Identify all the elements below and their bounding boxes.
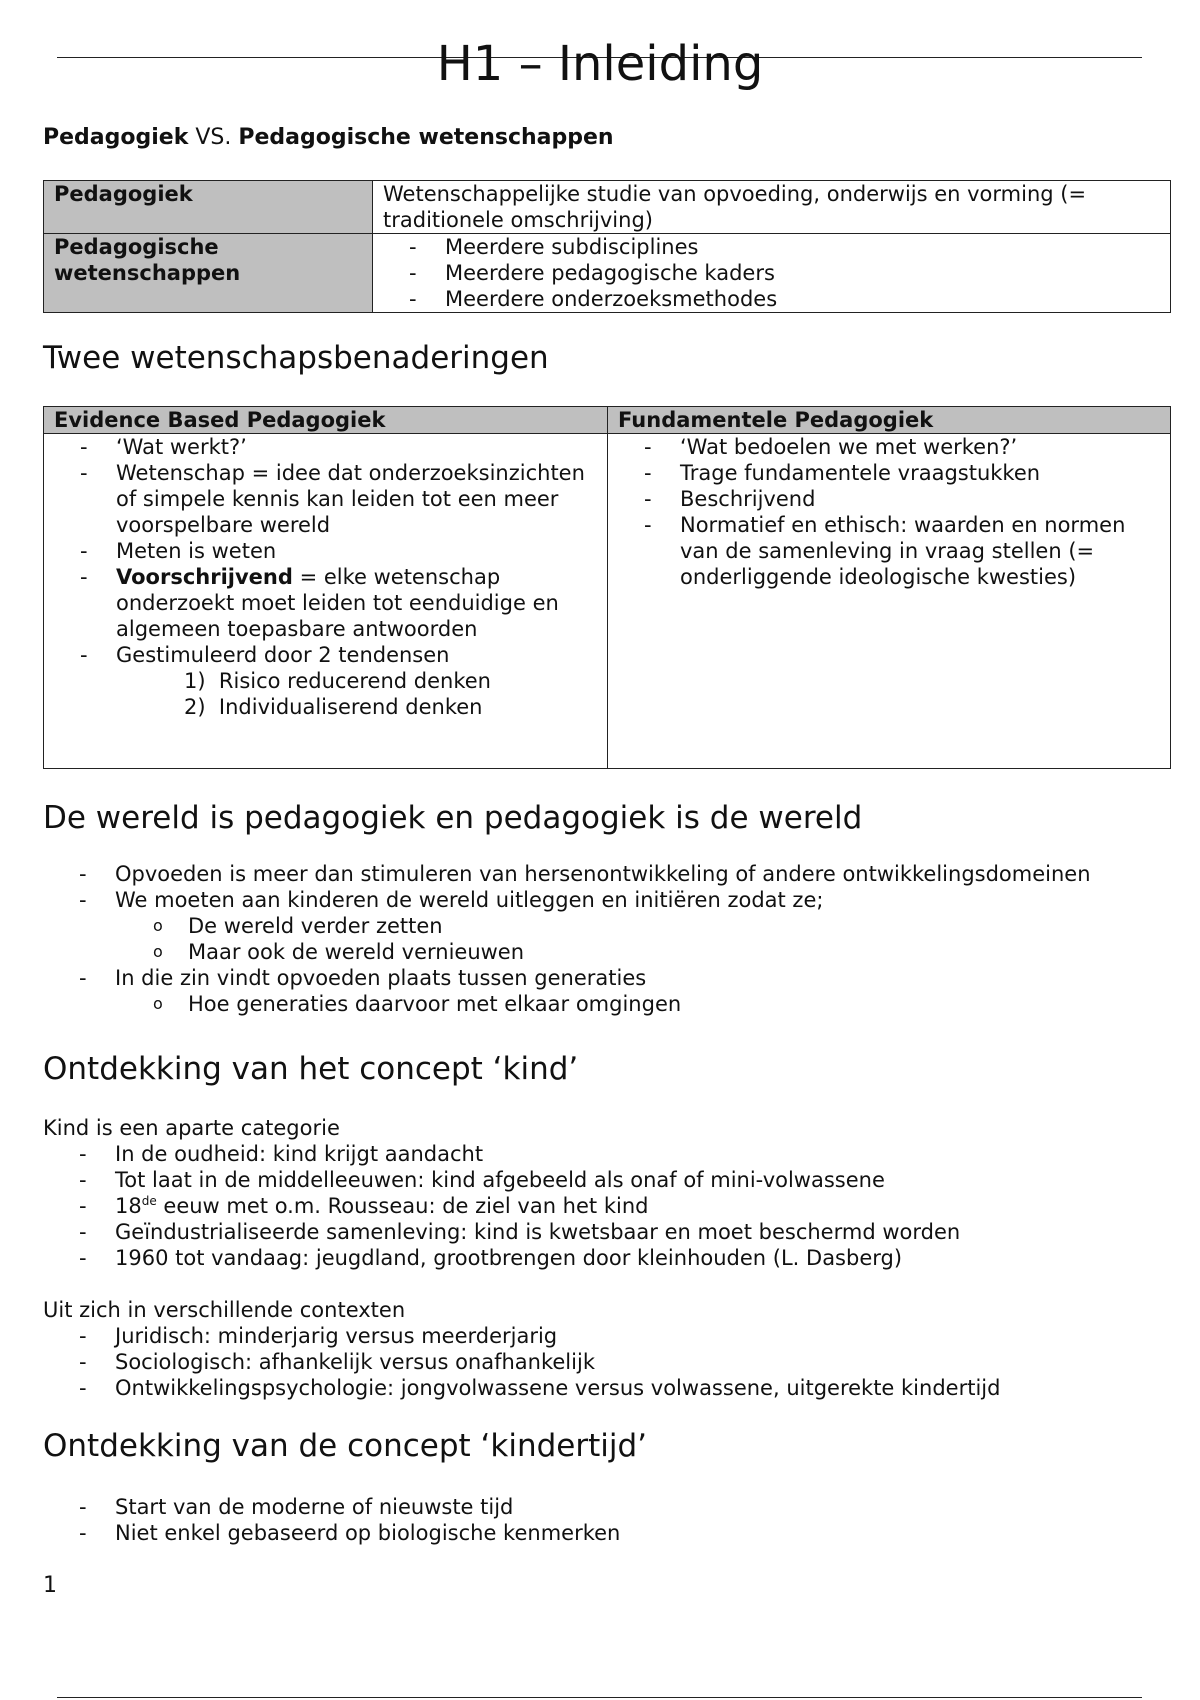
row2-list <box>373 234 1160 312</box>
list-item: - ‘Wat werkt?’ <box>44 434 597 460</box>
century-suffix: de <box>141 1194 157 1208</box>
list-item: - Juridisch: minderjarig versus meerderjarig <box>43 1323 1163 1349</box>
right-cell <box>608 434 1171 769</box>
list-item <box>44 564 597 642</box>
kind-list-2 <box>43 1323 1163 1401</box>
left-list <box>44 434 597 668</box>
table-row <box>44 181 1171 234</box>
list-item: - Wetenschap = idee dat onderzoeksinzichten of simpele kennis kan leiden tot een meer voorspelbare wereld <box>44 460 597 538</box>
list-item: o Hoe generaties daarvoor met elkaar omgingen <box>43 991 1163 1017</box>
approach-table <box>43 406 1171 769</box>
right-list <box>608 434 1160 590</box>
list-item: - Ontwikkelingspsychologie: jongvolwassene versus volwassene, uitgerekte kindertijd <box>43 1375 1163 1401</box>
list-item <box>43 1193 1163 1219</box>
heading-kindertijd: Ontdekking van de concept ‘kindertijd’ <box>43 1428 648 1464</box>
footer-rule <box>57 1697 1142 1698</box>
page-title: H1 – Inleiding <box>436 36 764 92</box>
heading-twee: Twee wetenschapsbenaderingen <box>43 340 549 376</box>
list-item: - Meten is weten <box>44 538 597 564</box>
list-item: - Normatief en ethisch: waarden en normen van de samenleving in vraag stellen (= onderliggende ideologische kwesties) <box>608 512 1160 590</box>
list-item: - Niet enkel gebaseerd op biologische kenmerken <box>43 1520 1163 1546</box>
list-item: - We moeten aan kinderen de wereld uitleggen en initiëren zodat ze; <box>43 887 1163 913</box>
kindertijd-list <box>43 1494 1163 1546</box>
row1-label: Pedagogiek <box>44 181 373 234</box>
list-item: - In de oudheid: kind krijgt aandacht <box>43 1141 1163 1167</box>
list-item: - Geïndustrialiseerde samenleving: kind is kwetsbaar en moet beschermd worden <box>43 1219 1163 1245</box>
vs-left: Pedagogiek <box>43 125 189 150</box>
list-item: - Tot laat in de middelleeuwen: kind afgebeeld als onaf of mini-volwassene <box>43 1167 1163 1193</box>
list-item: - Beschrijvend <box>608 486 1160 512</box>
right-header: Fundamentele Pedagogiek <box>608 407 1171 434</box>
table-row <box>44 407 1171 434</box>
wereld-sublist-1 <box>43 913 1163 965</box>
wereld-sublist-2 <box>43 991 1163 1017</box>
kind-section <box>43 1115 1163 1401</box>
kind-intro-2: Uit zich in verschillende contexten <box>43 1298 406 1322</box>
list-item: o Maar ook de wereld vernieuwen <box>43 939 1163 965</box>
row2-label: Pedagogische wetenschappen <box>44 234 373 313</box>
kind-intro-1: Kind is een aparte categorie <box>43 1116 340 1140</box>
vs-line <box>43 124 614 152</box>
wereld-list-2 <box>43 965 1163 991</box>
list-item: - In die zin vindt opvoeden plaats tussen generaties <box>43 965 1163 991</box>
table-row <box>44 434 1171 769</box>
row2-list-cell <box>373 234 1171 313</box>
list-item: - 1960 tot vandaag: jeugdland, grootbrengen door kleinhouden (L. Dasberg) <box>43 1245 1163 1271</box>
row1-text: Wetenschappelijke studie van opvoeding, onderwijs en vorming (= traditionele omschrijving) <box>373 181 1171 234</box>
heading-wereld: De wereld is pedagogiek en pedagogiek is de wereld <box>43 800 863 836</box>
numbered-list <box>44 668 597 720</box>
list-item: - Start van de moderne of nieuwste tijd <box>43 1494 1163 1520</box>
list-item: o De wereld verder zetten <box>43 913 1163 939</box>
kindertijd-section <box>43 1494 1163 1546</box>
kind-list-1 <box>43 1141 1163 1271</box>
vs-middle: VS. <box>188 125 239 150</box>
list-item: - Gestimuleerd door 2 tendensen <box>44 642 597 668</box>
list-item: - Meerdere onderzoeksmethodes <box>373 286 1160 312</box>
left-cell <box>44 434 608 769</box>
page-number: 1 <box>43 1573 57 1598</box>
heading-kind: Ontdekking van het concept ‘kind’ <box>43 1051 579 1087</box>
list-item: - Meerdere pedagogische kaders <box>373 260 1160 286</box>
century-text: eeuw met o.m. Rousseau: de ziel van het kind <box>156 1194 649 1218</box>
definition-table <box>43 180 1171 313</box>
term-definition: = elke wetenschap onderzoekt moet leiden tot eenduidige en algemeen toepasbare antwoorden <box>116 565 559 641</box>
table-row <box>44 234 1171 313</box>
spacer <box>43 1271 1163 1297</box>
list-item: - ‘Wat bedoelen we met werken?’ <box>608 434 1160 460</box>
left-header: Evidence Based Pedagogiek <box>44 407 608 434</box>
list-item: - Meerdere subdisciplines <box>373 234 1160 260</box>
list-item: - Opvoeden is meer dan stimuleren van hersenontwikkeling of andere ontwikkelingsdomeinen <box>43 861 1163 887</box>
century-number: 18 <box>115 1194 142 1218</box>
list-item: 2) Individualiserend denken <box>184 695 483 719</box>
vs-right: Pedagogische wetenschappen <box>238 125 614 150</box>
list-item: - Sociologisch: afhankelijk versus onafhankelijk <box>43 1349 1163 1375</box>
list-item: 1) Risico reducerend denken <box>184 669 491 693</box>
list-item: - Trage fundamentele vraagstukken <box>608 460 1160 486</box>
bold-term: Voorschrijvend <box>116 565 293 589</box>
wereld-list-1 <box>43 861 1163 913</box>
wereld-section <box>43 861 1163 1017</box>
